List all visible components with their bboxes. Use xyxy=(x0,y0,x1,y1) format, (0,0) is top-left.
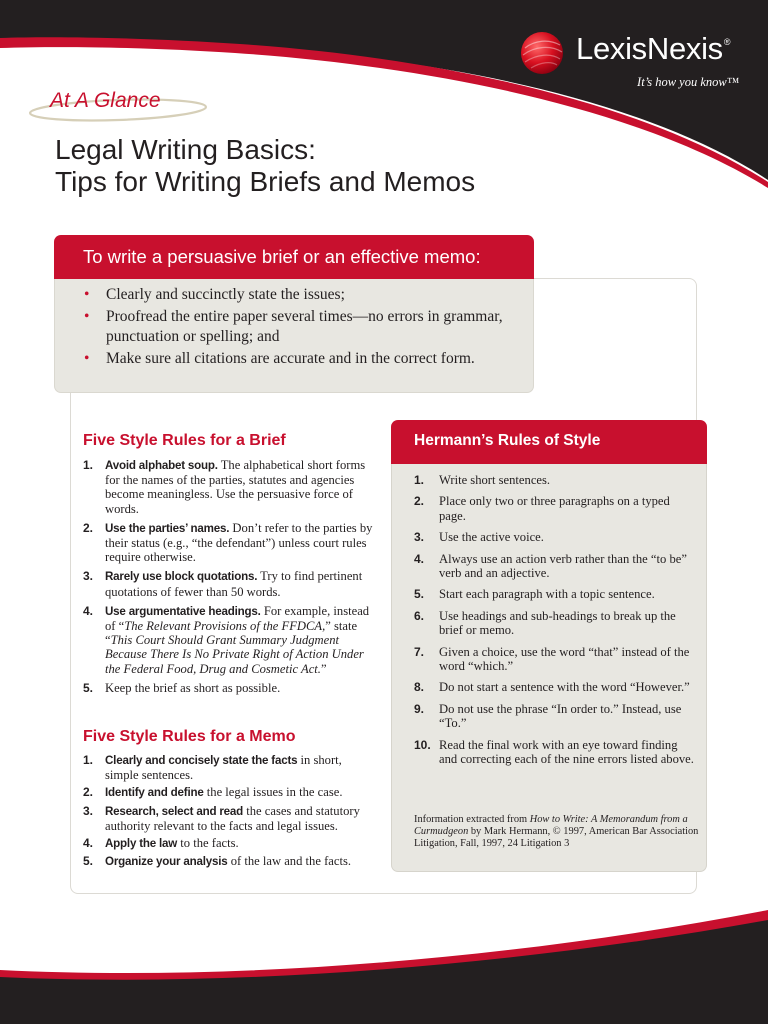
list-item: 5. Start each paragraph with a topic sentence. xyxy=(414,587,655,602)
list-item: 4. Always use an action verb rather than the “to be” verb and an adjective. xyxy=(414,551,687,581)
list-item: • Make sure all citations are accurate and in the correct form. xyxy=(84,350,475,367)
list-item: 4. Use argumentative headings. For example, instead of “The Relevant Provisions of the FFDCA,” state “This Court Should Grant Summary Judgment Because There Is No Private Right of Action Under the Federal Food, Drug and Cosmetic Act.” xyxy=(83,603,370,676)
lexisnexis-logo xyxy=(519,30,749,94)
persuasive-box-body xyxy=(54,279,534,393)
list-item: 4. Apply the law to the facts. xyxy=(83,836,239,851)
hermann-box-body xyxy=(391,464,707,872)
hermann-heading: Hermann’s Rules of Style xyxy=(414,432,601,449)
list-item: 7. Given a choice, use the word “that” instead of the word “which.” xyxy=(414,644,690,674)
list-item: • Proofread the entire paper several times—no errors in grammar, punctuation or spelling; and xyxy=(84,308,503,345)
title-line-2: Tips for Writing Briefs and Memos xyxy=(55,166,476,197)
bullet-icon: • xyxy=(84,350,90,367)
list-item: 2. Identify and define the legal issues in the case. xyxy=(83,785,343,800)
list-item: 6. Use headings and sub-headings to break up the brief or memo. xyxy=(414,608,676,638)
page-title xyxy=(55,134,475,198)
logo-wordmark: LexisNexis® xyxy=(576,31,731,66)
list-item: 1. Avoid alphabet soup. The alphabetical short forms for the names of the parties, statutes and agencies become meaningless. Use the persuasive force of words. xyxy=(83,458,366,516)
persuasive-list xyxy=(83,285,523,371)
list-item: 2. Use the parties’ names. Don’t refer to the parties by their status (e.g., “the defendant”) unless court rules require otherwise. xyxy=(83,520,373,565)
persuasive-box-header xyxy=(54,235,534,279)
list-item: 8. Do not start a sentence with the word “However.” xyxy=(414,680,690,695)
brief-rules-list xyxy=(83,458,373,695)
title-line-1: Legal Writing Basics: xyxy=(55,134,316,165)
hermann-rules-list xyxy=(414,473,694,767)
bullet-icon: • xyxy=(84,286,90,303)
memo-rules-list xyxy=(83,753,373,869)
list-item: 3. Use the active voice. xyxy=(414,530,544,545)
bullet-icon: • xyxy=(84,308,90,325)
logo-tagline: It’s how you know™ xyxy=(637,75,739,89)
list-item: 2. Place only two or three paragraphs on a typed page. xyxy=(414,494,670,523)
lexisnexis-globe-icon xyxy=(519,30,565,76)
list-item: • Clearly and succinctly state the issues; xyxy=(84,286,345,303)
list-item: 1. Clearly and concisely state the facts in short, simple sentences. xyxy=(83,753,342,783)
list-item: 9. Do not use the phrase “In order to.” Instead, use “To.” xyxy=(414,701,682,731)
list-item: 3. Rarely use block quotations. Try to find pertinent quotations of fewer than 50 words. xyxy=(83,569,363,599)
list-item: 1. Write short sentences. xyxy=(414,473,551,487)
memo-rules-heading: Five Style Rules for a Memo xyxy=(83,728,296,745)
list-item: 5. Keep the brief as short as possible. xyxy=(83,680,281,695)
at-a-glance-badge: At A Glance xyxy=(50,89,161,112)
list-item: 5. Organize your analysis of the law and the facts. xyxy=(83,854,351,869)
list-item: 10. Read the final work with an eye toward finding and correcting each of the nine errors listed above. xyxy=(414,737,694,767)
persuasive-heading: To write a persuasive brief or an effective memo: xyxy=(83,246,481,267)
source-citation: Information extracted from How to Write: A Memorandum from a Curmudgeon by Mark Hermann, © 1997, American Bar Association Litigation, Fall, 1997, 24 Litigation 3 xyxy=(414,814,699,849)
list-item: 3. Research, select and read the cases and statutory authority relevant to the facts and legal issues. xyxy=(83,803,360,833)
hermann-box-header xyxy=(391,420,707,464)
brief-rules-heading: Five Style Rules for a Brief xyxy=(83,432,286,449)
